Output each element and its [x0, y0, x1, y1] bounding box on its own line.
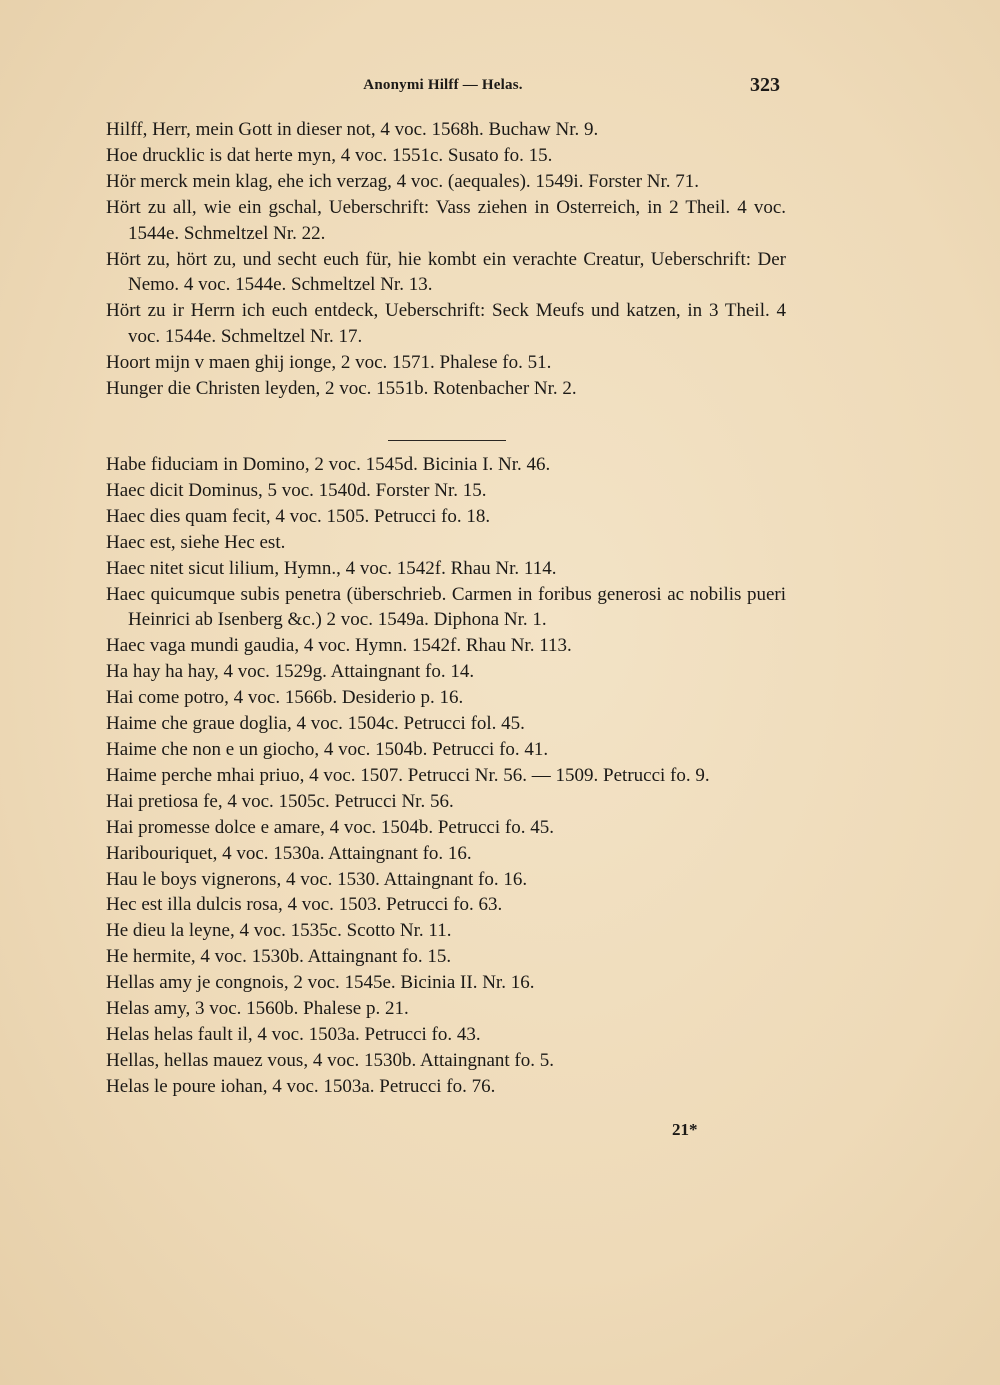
entry-list-h — [106, 117, 786, 402]
list-entry: Habe fiduciam in Domino, 2 voc. 1545d. Bicinia I. Nr. 46. — [106, 454, 551, 475]
entry-list-ha — [106, 452, 786, 1100]
list-entry: Helas amy, 3 voc. 1560b. Phalese p. 21. — [106, 998, 409, 1020]
list-entry: Haec dies quam fecit, 4 voc. 1505. Petrucci fo. 18. — [106, 505, 491, 527]
list-entry: Haribouriquet, 4 voc. 1530a. Attaingnant fo. 16. — [106, 842, 472, 864]
list-entry: Hört zu all, wie ein gschal, Ueberschrift: Vass ziehen in Osterreich, in 2 Theil. 4 voc. 1544e. Schmeltzel Nr. 22. — [106, 196, 786, 244]
list-entry: Hoe drucklic is dat herte myn, 4 voc. 1551c. Susato fo. 15. — [106, 144, 553, 166]
list-entry: Haime perche mhai priuo, 4 voc. 1507. Petrucci Nr. 56. — 1509. Petrucci fo. 9. — [106, 764, 710, 786]
list-entry: Hunger die Christen leyden, 2 voc. 1551b. Rotenbacher Nr. 2. — [106, 378, 577, 400]
list-entry: Haec est, siehe Hec est. — [106, 531, 286, 553]
list-entry: Hört zu ir Herrn ich euch entdeck, Ueberschrift: Seck Meufs und katzen, in 3 Theil. 4 voc. 1544e. Schmeltzel Nr. 17. — [106, 300, 786, 348]
list-entry: Haime che non e un giocho, 4 voc. 1504b. Petrucci fo. 41. — [106, 738, 549, 760]
list-entry: Hellas, hellas mauez vous, 4 voc. 1530b. Attaingnant fo. 5. — [106, 1049, 554, 1071]
list-entry: Helas helas fault il, 4 voc. 1503a. Petrucci fo. 43. — [106, 1023, 481, 1045]
list-entry: Hai pretiosa fe, 4 voc. 1505c. Petrucci Nr. 56. — [106, 790, 454, 812]
list-entry: Haec quicumque subis penetra (überschrieb. Carmen in foribus generosi ac nobilis pueri Heinrici ab Isenberg &c.) 2 voc. 1549a. Diphona Nr. 1. — [106, 583, 786, 631]
list-entry: Hai come potro, 4 voc. 1566b. Desiderio p. 16. — [106, 687, 464, 709]
list-entry: Hör merck mein klag, ehe ich verzag, 4 voc. (aequales). 1549i. Forster Nr. 71. — [106, 170, 700, 192]
list-entry: Hilff, Herr, mein Gott in dieser not, 4 voc. 1568h. Buchaw Nr. 9. — [106, 119, 599, 140]
running-title: Anonymi Hilff — Helas. — [363, 77, 523, 93]
list-entry: Haime che graue doglia, 4 voc. 1504c. Petrucci fol. 45. — [106, 713, 525, 735]
list-entry: Haec vaga mundi gaudia, 4 voc. Hymn. 1542f. Rhau Nr. 113. — [106, 635, 572, 657]
list-entry: Hai promesse dolce e amare, 4 voc. 1504b. Petrucci fo. 45. — [106, 816, 554, 838]
list-entry: Hec est illa dulcis rosa, 4 voc. 1503. Petrucci fo. 63. — [106, 894, 503, 916]
list-entry: Ha hay ha hay, 4 voc. 1529g. Attaingnant fo. 14. — [106, 661, 475, 683]
list-entry: Hau le boys vignerons, 4 voc. 1530. Attaingnant fo. 16. — [106, 868, 528, 890]
list-entry: Helas le poure iohan, 4 voc. 1503a. Petrucci fo. 76. — [106, 1075, 496, 1097]
list-entry: Hört zu, hört zu, und secht euch für, hie kombt ein verachte Creatur, Ueberschrift: Der Nemo. 4 voc. 1544e. Schmeltzel Nr. 13. — [106, 248, 786, 296]
page-number: 323 — [750, 74, 780, 96]
list-entry: Haec nitet sicut lilium, Hymn., 4 voc. 1542f. Rhau Nr. 114. — [106, 557, 557, 579]
list-entry: Hoort mijn v maen ghij ionge, 2 voc. 1571. Phalese fo. 51. — [106, 352, 552, 374]
signature-mark: 21* — [672, 1120, 698, 1139]
list-entry: He dieu la leyne, 4 voc. 1535c. Scotto Nr. 11. — [106, 920, 452, 942]
page-header — [106, 74, 780, 100]
list-entry: He hermite, 4 voc. 1530b. Attaingnant fo. 15. — [106, 946, 452, 968]
section-divider — [388, 440, 506, 441]
list-entry: Haec dicit Dominus, 5 voc. 1540d. Forster Nr. 15. — [106, 479, 487, 501]
list-entry: Hellas amy je congnois, 2 voc. 1545e. Bicinia II. Nr. 16. — [106, 972, 535, 994]
